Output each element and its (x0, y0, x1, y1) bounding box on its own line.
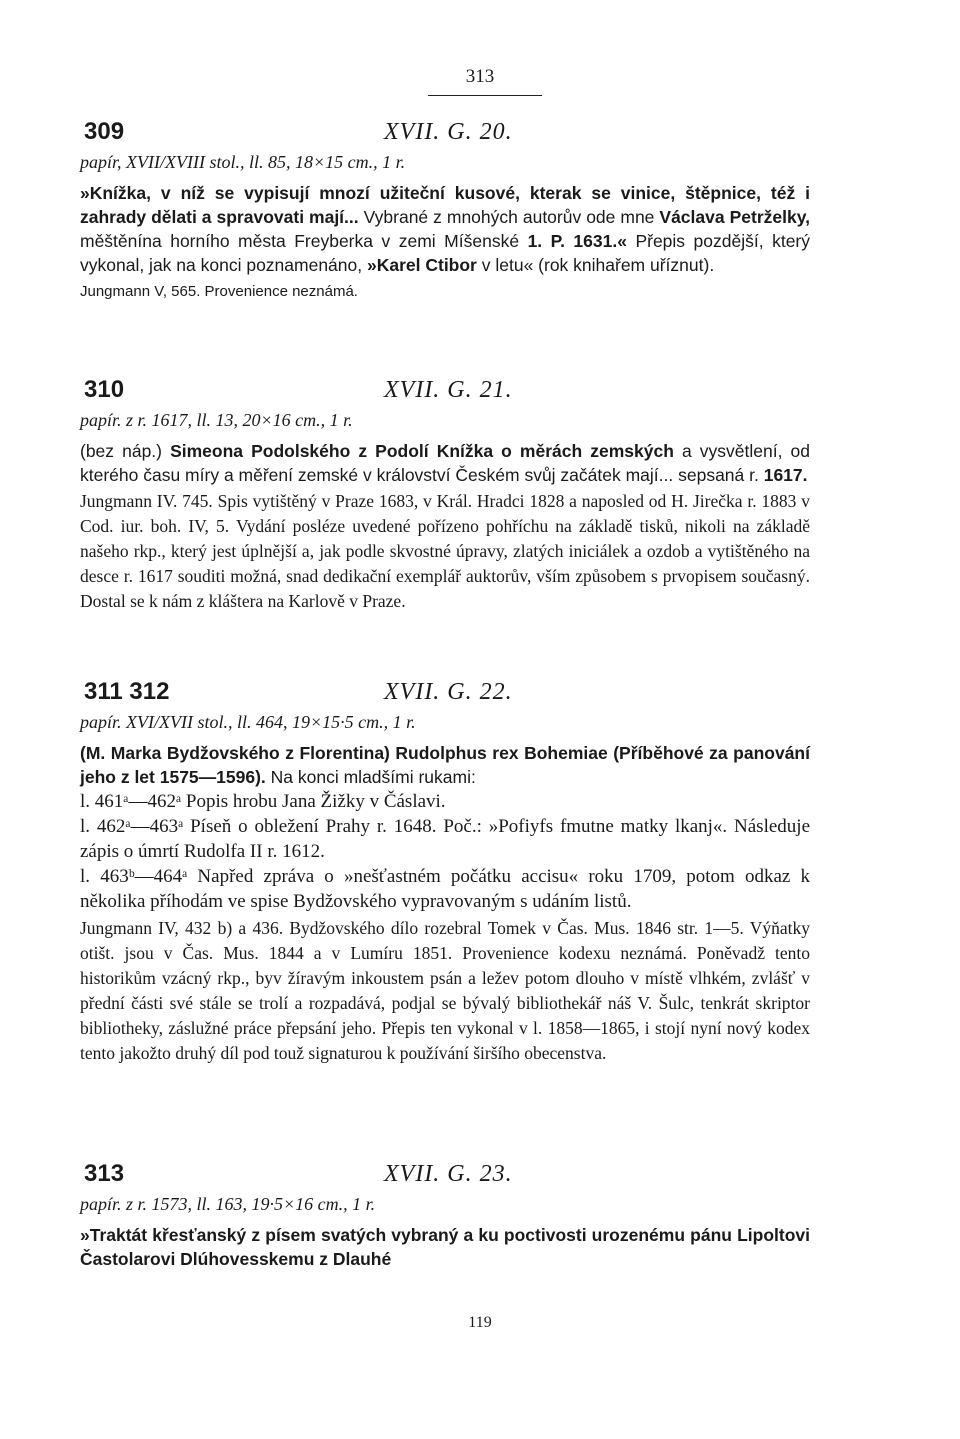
shelfmark: XVII. G. 20. (384, 119, 513, 145)
title-run: 1. P. 1631.« (527, 231, 627, 251)
signature-mark: 119 (468, 1314, 492, 1331)
entry-title (80, 1223, 810, 1271)
entry-title (80, 181, 810, 277)
entry-note: Jungmann IV. 745. Spis vytištěný v Praze 1683, v Král. Hradci 1828 a naposled od H. Jirečka r. 1883 v Cod. iur. boh. IV, 5. Vydání posléze uvedené pořízeno pohříchu na základě tisků, nikoli na základě našeho rkp., který jest úplnější a, jak podle skvostné úpravy, zlatých iniciálek a ozdob a vytištěného na desce r. 1617 souditi možná, snad dedikační exemplář auktorův, vším způsobem s prvopisem současný. Dostal se k nám z kláštera na Karlově v Praze. (80, 491, 810, 611)
title-run: měštěnína horního města Freyberka v zemi Míšenské (80, 231, 528, 251)
entry-title (80, 741, 810, 789)
catalogue-entry (80, 1160, 810, 1271)
entry-meta: papír. z r. 1617, ll. 13, 20×16 cm., 1 r. (80, 410, 353, 430)
title-run: Na konci mladšími rukami: (265, 767, 476, 787)
entry-note: Jungmann IV, 432 b) a 436. Bydžovského dílo rozebral Tomek v Čas. Mus. 1846 str. 1—5. Výňatky otišt. jsou v Čas. Mus. 1844 a v Lumíru 1851. Provenience kodexu neznámá. Poněvadž tento historikům vzácný rkp., byv žíravým inkoustem psán a ležev potom dlouho v místě vlhkém, zvlášť v přední části své stále se trolí a rozpadává, podjal se bývalý bibliothekář náš V. Šulc, tenkrát skriptor bibliotheky, záslužné práce přepsání jeho. Přepis ten vykonal v l. 1858—1865, i stojí nyní nový kodex tento jakožto druhý díl pod touž signaturou k používání širšího obecenstva. (80, 918, 810, 1063)
title-run: »Karel Ctibor (366, 255, 477, 275)
title-run: v letu« (rok knihařem uříznut). (476, 255, 715, 275)
title-run: »Traktát křesťanský z písem svatých vybraný a ku poctivosti urozenému pánu Lipoltovi Častolarovi Dlúhovesskemu z Dlauhé (80, 1225, 810, 1269)
entry-note: Jungmann V, 565. Provenience neznámá. (80, 283, 358, 300)
entry-title (80, 439, 810, 487)
entry-number: 310 (84, 376, 125, 403)
entry-meta: papír, XVII/XVIII stol., ll. 85, 18×15 cm., 1 r. (80, 152, 406, 172)
title-run: 1617. (763, 465, 808, 485)
catalogue-entry (80, 118, 810, 303)
entry-number: 309 (84, 118, 125, 145)
title-run: (bez náp.) (80, 441, 171, 461)
leaf-item: l. 463ᵇ—464ᵃ Napřed zpráva o »nešťastném počátku accisu« roku 1709, potom odkaz k několika příhodám ve spise Bydžovského vypravovaným s udáním listů. (80, 866, 810, 912)
shelfmark: XVII. G. 21. (384, 377, 513, 403)
page-number: 313 (465, 66, 495, 87)
entry-header (80, 678, 810, 712)
entry-header (80, 118, 810, 152)
title-run: Simeona Podolského z Podolí Knížka o měrách zemských (170, 441, 674, 461)
entry-header (80, 1160, 810, 1194)
entry-header (80, 376, 810, 410)
title-run: Vybrané z mnohých autorův ode mne (363, 207, 660, 227)
title-run: Václava Petrželky, (659, 207, 810, 227)
leaf-item: l. 462ᵃ—463ᵃ Píseň o obležení Prahy r. 1648. Poč.: »Pofiyfs fmutne matky lkanj«. Následuje zápis o úmrtí Rudolfa II r. 1612. (80, 816, 810, 862)
header-rule (428, 95, 542, 96)
entry-number: 311 312 (84, 678, 170, 705)
catalogue-entry (80, 678, 810, 1066)
leaf-list (80, 789, 810, 914)
shelfmark: XVII. G. 22. (384, 679, 513, 705)
title-run: »Knížka, v níž se vypisují mnozí užiteční kusové, kterak se vinice, štěpnice, též i zahrady dělati a spravovati mají... (80, 183, 810, 227)
leaf-item: l. 461ᵃ—462ᵃ Popis hrobu Jana Žižky v Čáslavi. (80, 791, 446, 812)
catalogue-entry (80, 376, 810, 614)
entry-meta: papír. XVI/XVII stol., ll. 464, 19×15·5 cm., 1 r. (80, 712, 416, 732)
title-run: Přepis pozdější, který vykonal, jak na konci poznamenáno, (80, 231, 811, 275)
entry-number: 313 (84, 1160, 125, 1187)
title-run: (M. Marka Bydžovského z Florentina) Rudolphus rex Bohemiae (Příběhové za panování jeho z let 1575—1596). (80, 743, 810, 787)
shelfmark: XVII. G. 23. (384, 1161, 513, 1187)
entry-meta: papír. z r. 1573, ll. 163, 19·5×16 cm., 1 r. (80, 1194, 376, 1214)
title-run: a vysvětlení, od kterého času míry a měření zemské v království Českém svůj začátek mají... sepsaná r. (80, 441, 810, 485)
